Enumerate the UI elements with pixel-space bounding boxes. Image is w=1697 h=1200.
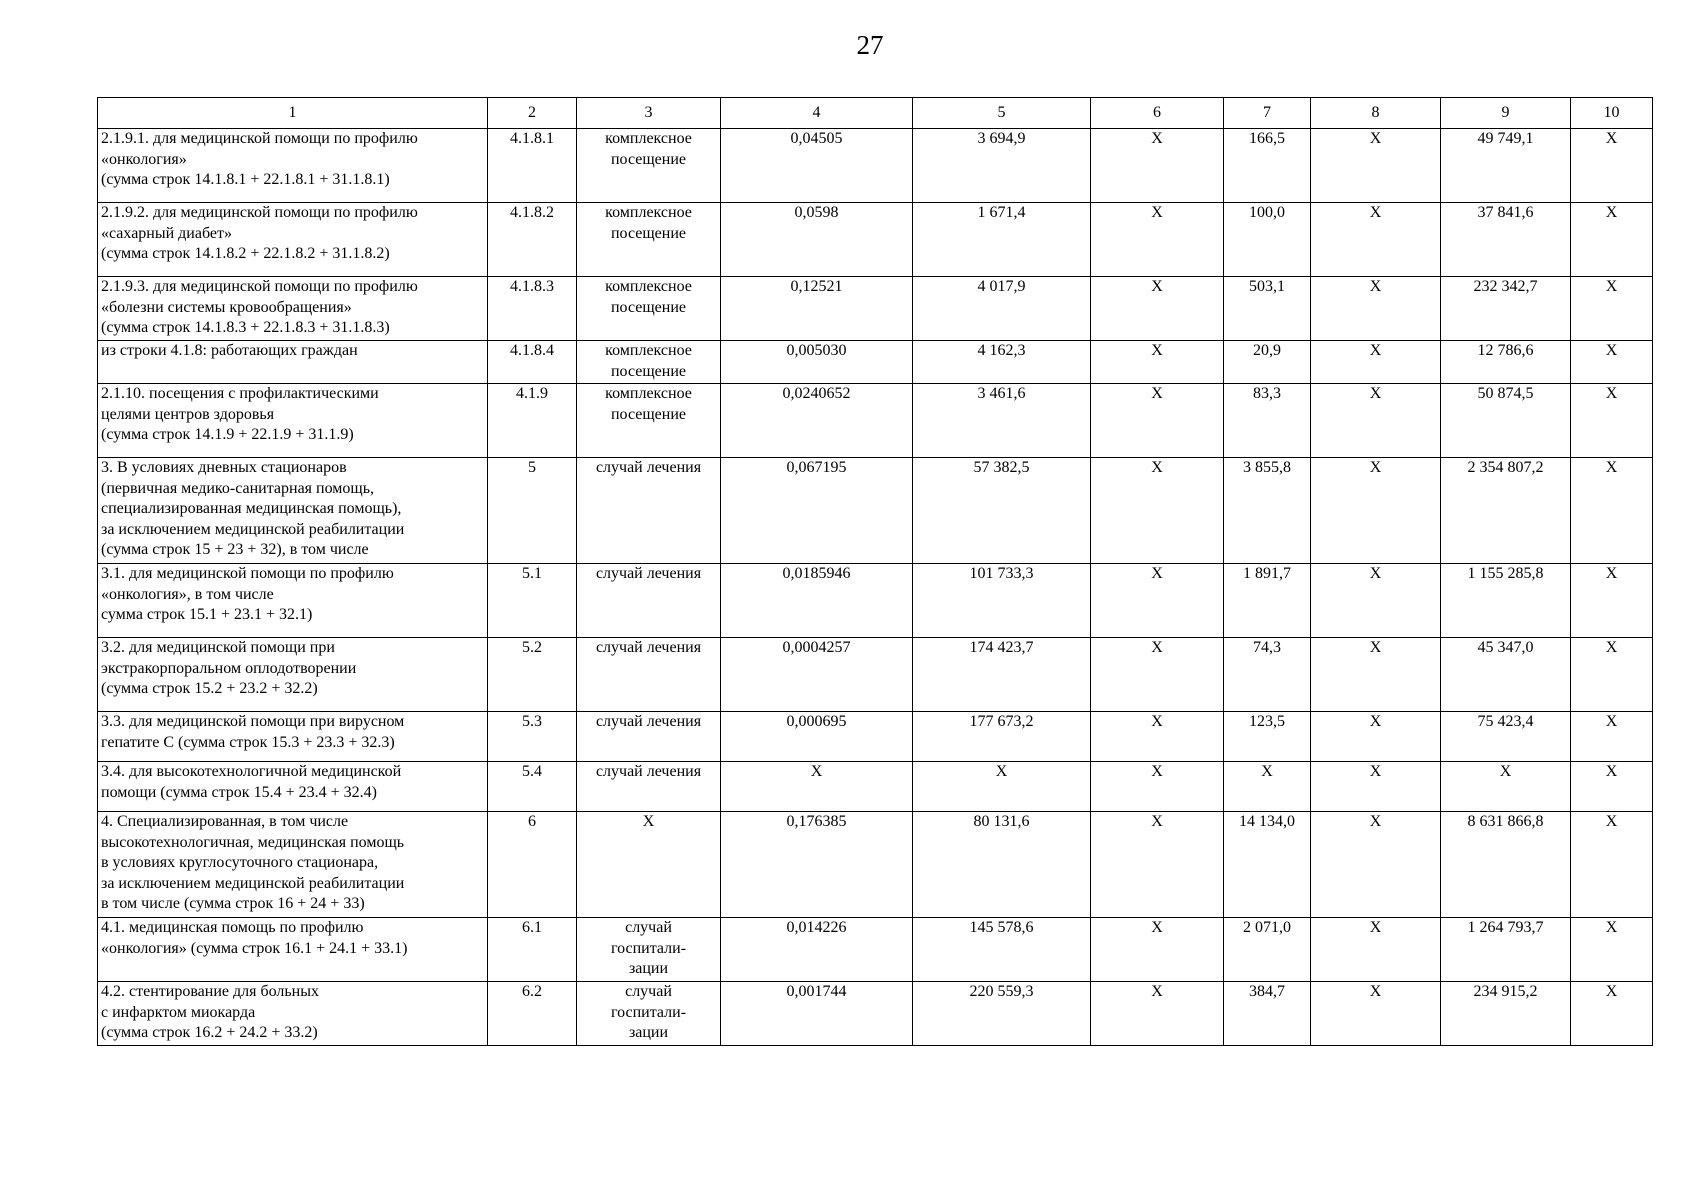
- unit-line: комплексное: [605, 385, 692, 402]
- cell-c9: 1 155 285,8: [1441, 564, 1571, 638]
- cell-c4: 0,0185946: [721, 564, 913, 638]
- row-description: [98, 812, 488, 918]
- description-line: 3.3. для медицинской помощи при вирусном: [101, 713, 405, 730]
- unit-line: Х: [642, 813, 655, 830]
- row-unit: [577, 918, 721, 982]
- header-cell: 5: [913, 98, 1091, 129]
- row-code: 4.1.8.4: [488, 341, 577, 384]
- row-code: 6.1: [488, 918, 577, 982]
- row-unit: [577, 203, 721, 277]
- cell-c8: Х: [1311, 277, 1441, 341]
- description-line: «болезни системы кровообращения»: [101, 298, 352, 316]
- table-row: [98, 203, 1653, 277]
- row-unit: [577, 812, 721, 918]
- row-unit: [577, 384, 721, 458]
- cell-c10: Х: [1571, 712, 1653, 762]
- description-line: 3.1. для медицинской помощи по профилю: [101, 565, 394, 582]
- unit-line: комплексное: [605, 130, 692, 147]
- cell-c8: Х: [1311, 384, 1441, 458]
- cell-c10: Х: [1571, 762, 1653, 812]
- table-row: [98, 384, 1653, 458]
- header-cell: 1: [98, 98, 488, 129]
- row-code: 5: [488, 458, 577, 564]
- description-line: в условиях круглосуточного стационара,: [101, 854, 379, 871]
- cell-c4: Х: [721, 762, 913, 812]
- description-line: 3. В условиях дневных стационаров: [101, 459, 347, 476]
- cell-c5: 3 694,9: [913, 129, 1091, 203]
- cell-c8: Х: [1311, 712, 1441, 762]
- page-number: 27: [856, 30, 884, 60]
- cell-c8: Х: [1311, 812, 1441, 918]
- unit-line: посещение: [610, 224, 686, 242]
- header-cell: 9: [1441, 98, 1571, 129]
- cell-c10: Х: [1571, 203, 1653, 277]
- cell-c10: Х: [1571, 564, 1653, 638]
- table-row: [98, 564, 1653, 638]
- row-unit: [577, 277, 721, 341]
- unit-line: случай лечения: [595, 565, 702, 582]
- row-description: [98, 564, 488, 638]
- cell-c9: Х: [1441, 762, 1571, 812]
- cell-c10: Х: [1571, 812, 1653, 918]
- cell-c8: Х: [1311, 129, 1441, 203]
- table-row: [98, 812, 1653, 918]
- cell-c9: 75 423,4: [1441, 712, 1571, 762]
- cell-c10: Х: [1571, 129, 1653, 203]
- description-line: гепатите С (сумма строк 15.3 + 23.3 + 32.3): [101, 733, 395, 751]
- description-line: специализированная медицинская помощь),: [101, 500, 402, 517]
- description-line: 3.2. для медицинской помощи при: [101, 639, 335, 656]
- description-line: из строки 4.1.8: работающих граждан: [101, 342, 358, 359]
- cell-c10: Х: [1571, 638, 1653, 712]
- cell-c7: 503,1: [1224, 277, 1311, 341]
- description-line: (первичная медико-санитарная помощь,: [101, 479, 375, 497]
- unit-line: посещение: [610, 150, 686, 168]
- unit-line: комплексное: [605, 342, 692, 359]
- cell-c7: 3 855,8: [1224, 458, 1311, 564]
- unit-line: случай лечения: [595, 713, 702, 730]
- description-line: сумма строк 15.1 + 23.1 + 32.1): [101, 606, 313, 623]
- row-description: [98, 203, 488, 277]
- cell-c4: 0,04505: [721, 129, 913, 203]
- cell-c6: Х: [1091, 982, 1224, 1046]
- description-line: 2.1.10. посещения с профилактическими: [101, 385, 379, 402]
- cell-c9: 8 631 866,8: [1441, 812, 1571, 918]
- description-line: 4.1. медицинская помощь по профилю: [101, 919, 364, 936]
- row-code: 4.1.9: [488, 384, 577, 458]
- description-line: «онкология» (сумма строк 16.1 + 24.1 + 33.1): [101, 939, 408, 957]
- description-line: (сумма строк 14.1.8.3 + 22.1.8.3 + 31.1.8.3): [101, 319, 390, 336]
- cell-c4: 0,014226: [721, 918, 913, 982]
- row-code: 5.1: [488, 564, 577, 638]
- row-description: [98, 918, 488, 982]
- cell-c8: Х: [1311, 762, 1441, 812]
- row-description: [98, 458, 488, 564]
- cell-c9: 49 749,1: [1441, 129, 1571, 203]
- row-description: [98, 638, 488, 712]
- unit-line: зации: [628, 960, 669, 977]
- row-description: [98, 762, 488, 812]
- description-line: экстракорпоральном оплодотворении: [101, 659, 357, 677]
- cell-c4: 0,0598: [721, 203, 913, 277]
- description-line: «сахарный диабет»: [101, 224, 232, 242]
- cell-c5: 3 461,6: [913, 384, 1091, 458]
- table-row: [98, 129, 1653, 203]
- row-unit: [577, 762, 721, 812]
- description-line: «онкология»: [101, 150, 187, 168]
- cell-c7: Х: [1224, 762, 1311, 812]
- cell-c6: Х: [1091, 918, 1224, 982]
- description-line: (сумма строк 16.2 + 24.2 + 33.2): [101, 1024, 318, 1041]
- unit-line: комплексное: [605, 278, 692, 295]
- unit-line: госпитали-: [610, 939, 687, 957]
- cell-c4: 0,12521: [721, 277, 913, 341]
- unit-line: зации: [628, 1024, 669, 1041]
- row-code: 5.3: [488, 712, 577, 762]
- description-line: (сумма строк 15.2 + 23.2 + 32.2): [101, 680, 318, 697]
- cell-c5: 4 162,3: [913, 341, 1091, 384]
- cell-c10: Х: [1571, 341, 1653, 384]
- cell-c5: 57 382,5: [913, 458, 1091, 564]
- unit-line: случай лечения: [595, 459, 702, 476]
- description-line: за исключением медицинской реабилитации: [101, 520, 405, 538]
- cell-c5: 1 671,4: [913, 203, 1091, 277]
- cell-c7: 20,9: [1224, 341, 1311, 384]
- cell-c7: 2 071,0: [1224, 918, 1311, 982]
- cell-c7: 166,5: [1224, 129, 1311, 203]
- table-body: [98, 129, 1653, 1046]
- row-code: 4.1.8.1: [488, 129, 577, 203]
- description-line: целями центров здоровья: [101, 405, 275, 423]
- cell-c5: 177 673,2: [913, 712, 1091, 762]
- table-row: [98, 458, 1653, 564]
- row-unit: [577, 564, 721, 638]
- row-unit: [577, 458, 721, 564]
- cell-c7: 1 891,7: [1224, 564, 1311, 638]
- row-code: 5.2: [488, 638, 577, 712]
- description-line: 2.1.9.1. для медицинской помощи по профилю: [101, 130, 418, 147]
- description-line: с инфарктом миокарда: [101, 1003, 256, 1021]
- header-cell: 7: [1224, 98, 1311, 129]
- row-code: 6: [488, 812, 577, 918]
- cell-c6: Х: [1091, 812, 1224, 918]
- cell-c7: 123,5: [1224, 712, 1311, 762]
- cell-c9: 45 347,0: [1441, 638, 1571, 712]
- cell-c6: Х: [1091, 203, 1224, 277]
- cell-c10: Х: [1571, 458, 1653, 564]
- header-cell: 3: [577, 98, 721, 129]
- unit-line: посещение: [610, 405, 686, 423]
- cell-c6: Х: [1091, 458, 1224, 564]
- cell-c9: 50 874,5: [1441, 384, 1571, 458]
- description-line: «онкология», в том числе: [101, 585, 274, 603]
- row-description: [98, 712, 488, 762]
- cell-c4: 0,000695: [721, 712, 913, 762]
- cell-c5: Х: [913, 762, 1091, 812]
- row-code: 5.4: [488, 762, 577, 812]
- cell-c7: 14 134,0: [1224, 812, 1311, 918]
- cell-c8: Х: [1311, 638, 1441, 712]
- cell-c7: 100,0: [1224, 203, 1311, 277]
- cell-c8: Х: [1311, 458, 1441, 564]
- header-cell: 6: [1091, 98, 1224, 129]
- cell-c6: Х: [1091, 564, 1224, 638]
- cell-c4: 0,067195: [721, 458, 913, 564]
- unit-line: госпитали-: [610, 1003, 687, 1021]
- cell-c6: Х: [1091, 384, 1224, 458]
- cell-c6: Х: [1091, 638, 1224, 712]
- header-cell: 2: [488, 98, 577, 129]
- cell-c4: 0,005030: [721, 341, 913, 384]
- description-line: высокотехнологичная, медицинская помощь: [101, 833, 405, 851]
- row-description: [98, 129, 488, 203]
- cell-c4: 0,0004257: [721, 638, 913, 712]
- unit-line: случай лечения: [595, 763, 702, 780]
- cell-c8: Х: [1311, 918, 1441, 982]
- table-row: [98, 638, 1653, 712]
- cell-c6: Х: [1091, 712, 1224, 762]
- cell-c9: 37 841,6: [1441, 203, 1571, 277]
- cell-c9: 232 342,7: [1441, 277, 1571, 341]
- cell-c7: 384,7: [1224, 982, 1311, 1046]
- table-row: [98, 982, 1653, 1046]
- header-cell: 4: [721, 98, 913, 129]
- cell-c10: Х: [1571, 982, 1653, 1046]
- cell-c9: 12 786,6: [1441, 341, 1571, 384]
- cell-c8: Х: [1311, 203, 1441, 277]
- description-line: (сумма строк 14.1.9 + 22.1.9 + 31.1.9): [101, 426, 354, 443]
- description-line: в том числе (сумма строк 16 + 24 + 33): [101, 895, 365, 912]
- header-cell: 10: [1571, 98, 1653, 129]
- cell-c6: Х: [1091, 277, 1224, 341]
- description-line: 2.1.9.3. для медицинской помощи по профилю: [101, 278, 418, 295]
- unit-line: случай: [625, 919, 672, 936]
- cell-c7: 74,3: [1224, 638, 1311, 712]
- description-line: помощи (сумма строк 15.4 + 23.4 + 32.4): [101, 783, 377, 801]
- table-row: [98, 712, 1653, 762]
- description-line: за исключением медицинской реабилитации: [101, 874, 405, 892]
- description-line: (сумма строк 14.1.8.1 + 22.1.8.1 + 31.1.8.1): [101, 171, 390, 188]
- description-line: 4.2. стентирование для больных: [101, 983, 319, 1000]
- row-description: [98, 277, 488, 341]
- unit-line: посещение: [610, 298, 686, 316]
- row-unit: [577, 341, 721, 384]
- cell-c5: 174 423,7: [913, 638, 1091, 712]
- cell-c6: Х: [1091, 762, 1224, 812]
- description-line: 4. Специализированная, в том числе: [101, 813, 349, 830]
- description-line: 3.4. для высокотехнологичной медицинской: [101, 763, 402, 780]
- cell-c10: Х: [1571, 918, 1653, 982]
- cell-c8: Х: [1311, 982, 1441, 1046]
- description-line: (сумма строк 14.1.8.2 + 22.1.8.2 + 31.1.8.2): [101, 245, 390, 262]
- description-line: 2.1.9.2. для медицинской помощи по профилю: [101, 204, 418, 221]
- table-row: [98, 918, 1653, 982]
- row-code: 4.1.8.2: [488, 203, 577, 277]
- table-row: [98, 277, 1653, 341]
- cell-c9: 234 915,2: [1441, 982, 1571, 1046]
- table-row: [98, 341, 1653, 384]
- row-description: [98, 341, 488, 384]
- cell-c5: 4 017,9: [913, 277, 1091, 341]
- cell-c10: Х: [1571, 277, 1653, 341]
- header-cell: 8: [1311, 98, 1441, 129]
- row-code: 4.1.8.3: [488, 277, 577, 341]
- cell-c8: Х: [1311, 341, 1441, 384]
- cell-c6: Х: [1091, 341, 1224, 384]
- cell-c7: 83,3: [1224, 384, 1311, 458]
- data-table: [97, 97, 1653, 1046]
- unit-line: посещение: [610, 362, 686, 380]
- row-unit: [577, 712, 721, 762]
- cell-c4: 0,001744: [721, 982, 913, 1046]
- cell-c9: 2 354 807,2: [1441, 458, 1571, 564]
- unit-line: случай лечения: [595, 639, 702, 656]
- cell-c9: 1 264 793,7: [1441, 918, 1571, 982]
- cell-c5: 80 131,6: [913, 812, 1091, 918]
- row-description: [98, 384, 488, 458]
- row-code: 6.2: [488, 982, 577, 1046]
- unit-line: случай: [625, 983, 672, 1000]
- cell-c6: Х: [1091, 129, 1224, 203]
- cell-c5: 220 559,3: [913, 982, 1091, 1046]
- cell-c8: Х: [1311, 564, 1441, 638]
- row-unit: [577, 129, 721, 203]
- row-unit: [577, 982, 721, 1046]
- cell-c5: 145 578,6: [913, 918, 1091, 982]
- description-line: (сумма строк 15 + 23 + 32), в том числе: [101, 541, 369, 558]
- unit-line: комплексное: [605, 204, 692, 221]
- cell-c4: 0,0240652: [721, 384, 913, 458]
- row-unit: [577, 638, 721, 712]
- cell-c4: 0,176385: [721, 812, 913, 918]
- table-row: [98, 762, 1653, 812]
- header-row: [98, 98, 1653, 129]
- row-description: [98, 982, 488, 1046]
- cell-c10: Х: [1571, 384, 1653, 458]
- cell-c5: 101 733,3: [913, 564, 1091, 638]
